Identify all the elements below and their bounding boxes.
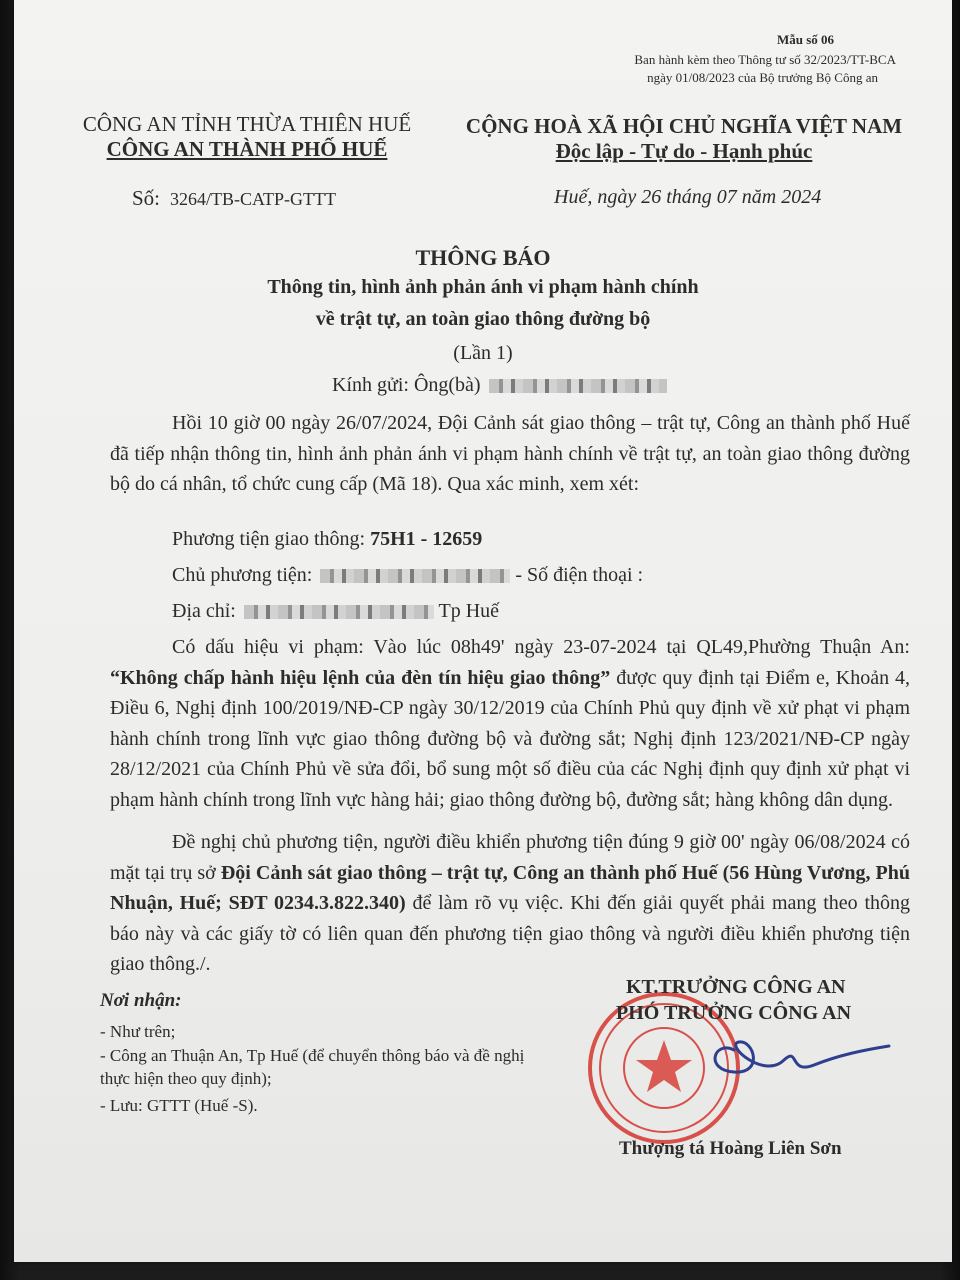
vehicle-line: Phương tiện giao thông: 75H1 - 12659 (172, 528, 483, 550)
redacted-name (489, 379, 667, 393)
agency-parent: CÔNG AN TỈNH THỪA THIÊN HUẾ (82, 112, 412, 136)
redacted-owner (320, 569, 510, 583)
document-number: Số: 3264/TB-CATP-GTTT (132, 186, 337, 210)
recipient-item: - Như trên; (100, 1022, 176, 1041)
form-reference-line2: ngày 01/08/2023 của Bộ trưởng Bộ Công an (647, 70, 878, 85)
request-paragraph: Đề nghị chủ phương tiện, người điều khiển phương tiện đúng 9 giờ 00' ngày 06/08/2024 có mặt tại trụ sở Đội Cảnh sát giao thông – trật tự, Công an thành phố Huế (56 Hùng Vương, Phú Nhuận, Huế; SĐT 0234.3.822.340) để làm rõ vụ việc. Khi đến giải quyết phải mang theo thông báo này và các giấy tờ có liên quan đến phương tiện giao thông và người điều khiển phương tiện giao thông./. (110, 831, 911, 975)
signature-title-2: PHÓ TRƯỞNG CÔNG AN (616, 1002, 852, 1024)
document-subtitle-2: về trật tự, an toàn giao thông đường bộ (315, 308, 651, 330)
form-reference-line1: Ban hành kèm theo Thông tư số 32/2023/TT-BCA (634, 52, 896, 67)
form-number: Mẫu số 06 (776, 32, 834, 47)
motto: Độc lập - Tự do - Hạnh phúc (555, 139, 813, 163)
intro-paragraph: Hồi 10 giờ 00 ngày 26/07/2024, Đội Cảnh sát giao thông – trật tự, Công an thành phố Huế đã tiếp nhận thông tin, hình ảnh phản ánh vi phạm hành chính về trật tự, an toàn giao thông đường bộ do cá nhân, tổ chức cung cấp (Mã 18). Qua xác minh, xem xét: (110, 412, 910, 495)
handwritten-signature (694, 1020, 894, 1090)
document-title: THÔNG BÁO (415, 245, 551, 270)
signature-title-1: KT.TRƯỞNG CÔNG AN (626, 976, 846, 998)
document-subtitle-1: Thông tin, hình ảnh phản ánh vi phạm hành chính (267, 276, 699, 298)
recipient-item: - Lưu: GTTT (Huế -S). (100, 1096, 258, 1115)
place-and-date: Huế, ngày 26 tháng 07 năm 2024 (554, 186, 822, 208)
issuing-agency (62, 112, 432, 162)
owner-line: Chủ phương tiện: - Số điện thoại : (172, 564, 644, 586)
national-motto (454, 114, 914, 164)
recipient-item: - Công an Thuận An, Tp Huế (để chuyển thông báo và đề nghị thực hiện theo quy định); (100, 1046, 525, 1088)
attempt-number: (Lần 1) (453, 342, 513, 364)
signer-name: Thượng tá Hoàng Liên Sơn (619, 1138, 842, 1159)
agency-name: CÔNG AN THÀNH PHỐ HUẾ (106, 137, 388, 161)
document-page (14, 0, 952, 1262)
recipient-line: Kính gửi: Ông(bà) (332, 374, 667, 397)
violation-paragraph: Có dấu hiệu vi phạm: Vào lúc 08h49' ngày 23-07-2024 tại QL49,Phường Thuận An: “Không chấp hành hiệu lệnh của đèn tín hiệu giao thông” được quy định tại Điểm e, Khoản 4, Điều 6, Nghị định 100/2019/NĐ-CP ngày 30/12/2019 của Chính Phủ quy định về xử phạt vi phạm hành chính trong lĩnh vực giao thông đường bộ và đường sắt; Nghị định 123/2021/NĐ-CP ngày 28/12/2021 của Chính Phủ về sửa đổi, bổ sung một số điều của các Nghị định quy định xử phạt vi phạm hành chính trong lĩnh vực hàng hải; giao thông đường bộ, đường sắt; hàng không dân dụng. (110, 636, 910, 811)
country-name: CỘNG HOÀ XÃ HỘI CHỦ NGHĨA VIỆT NAM (465, 114, 903, 138)
address-line: Địa chỉ: Tp Huế (172, 600, 500, 622)
vehicle-plate: 75H1 - 12659 (370, 528, 483, 550)
recipients-label: Nơi nhận: (100, 990, 182, 1011)
redacted-address (244, 605, 434, 619)
